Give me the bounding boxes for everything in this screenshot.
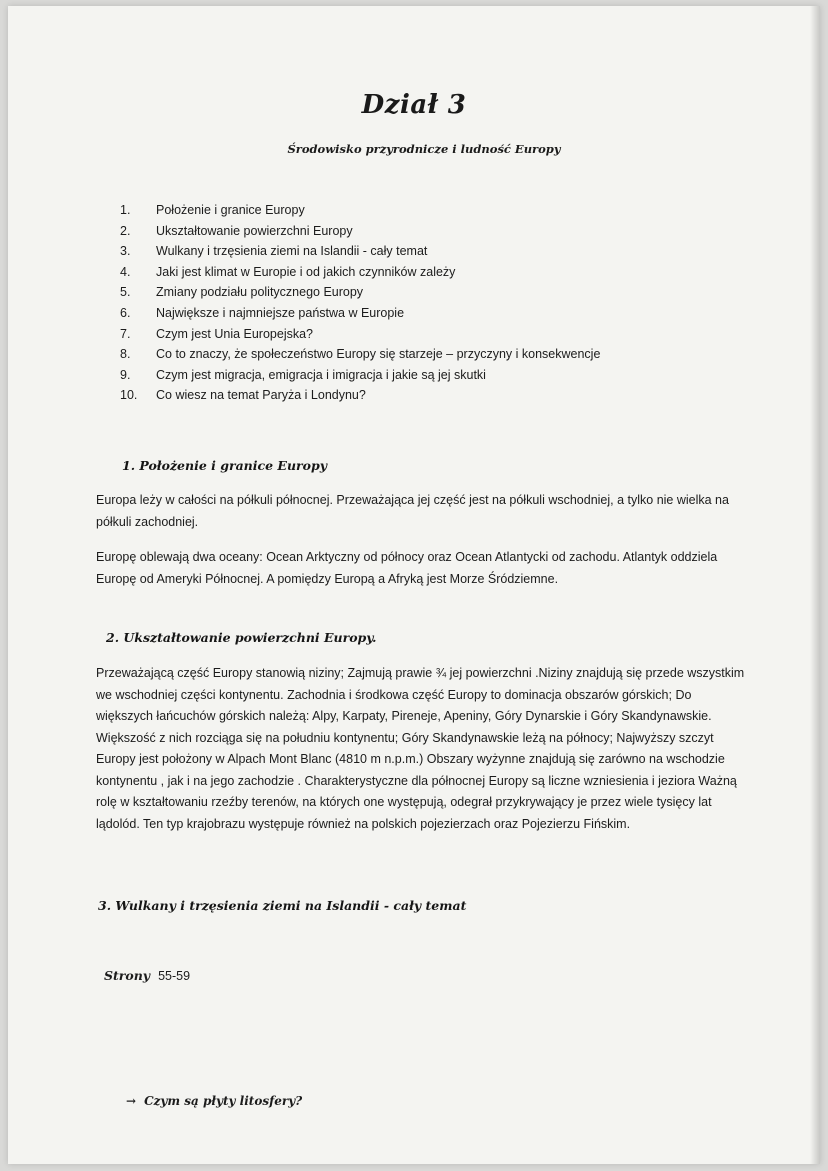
toc-number: 9. [120, 367, 131, 382]
toc-number: 3. [120, 244, 131, 259]
toc-number: 10. [120, 388, 138, 403]
toc-text: Zmiany podziału politycznego Europy [156, 285, 364, 300]
toc-text: Czym jest Unia Europejska? [156, 326, 314, 341]
toc-item [120, 200, 740, 221]
pages-range: 55-59 [158, 969, 191, 983]
page-edge-shadow [810, 6, 820, 1164]
toc-number: 1. [120, 203, 131, 217]
section-heading-1: 1. Położenie i granice Europy [122, 458, 327, 473]
toc-number: 8. [120, 347, 131, 362]
section-heading-3: 3. Wulkany i trzęsienia ziemi na Islandii - cały temat [98, 898, 467, 913]
section-1-paragraph-2: Europę oblewają dwa oceany: Ocean Arktyczny od północy oraz Ocean Atlantycki od zachodu. Atlantyk oddziela Europę od Ameryki Północnej. A pomiędzy Europą a Afryką jest Morze Śródziemne. [96, 550, 718, 586]
page-subtitle: Środowisko przyrodnicze i ludność Europy [287, 142, 561, 156]
toc-text: Jaki jest klimat w Europie i od jakich czynników zależy [156, 264, 456, 279]
toc-item [120, 262, 740, 283]
toc-text: Położenie i granice Europy [156, 203, 305, 217]
table-of-contents [120, 200, 740, 406]
toc-text: Wulkany i trzęsienia ziemi na Islandii - cały temat [156, 244, 428, 259]
toc-text: Czym jest migracja, emigracja i imigracja i jakie są jej skutki [156, 367, 486, 382]
toc-item [120, 221, 740, 242]
arrow-right-icon: → [126, 1094, 137, 1108]
toc-number: 2. [120, 223, 131, 238]
toc-text: Największe i najmniejsze państwa w Europie [156, 305, 405, 320]
document-page [8, 6, 820, 1164]
pages-label: Strony [104, 968, 151, 983]
toc-item [120, 324, 740, 345]
toc-item [120, 241, 740, 262]
toc-item [120, 282, 740, 303]
toc-number: 4. [120, 264, 131, 279]
toc-item [120, 385, 740, 406]
toc-text: Ukształtowanie powierzchni Europy [156, 223, 353, 238]
section-2-paragraph: Przeważającą część Europy stanowią niziny; Zajmują prawie ¾ jej powierzchni .Niziny znajdują się przede wszystkim we wschodniej części kontynentu. Zachodnia i środkowa część Europy to dominacja obszarów górskich; Do większych łańcuchów górskich należą: Alpy, Karpaty, Pireneje, Apeniny, Góry Dynarskie i Góry Skandynawskie. Większość z nich rozciąga się na południu kontynentu; Góry Skandynawskie leżą na północy; Najwyższy szczyt Europy jest położony w Alpach Mont Blanc (4810 m n.p.m.) Obszary wyżynne znajdują się zarówno na wschodzie kontynentu , jak i na jego zachodzie . Charakterystyczne dla północnej Europy są liczne wzniesienia i jeziora Ważną rolę w kształtowaniu rzeźby terenów, na których one występują, odegrał przykrywający je przez wiele tysięcy lat lądolód. Ten typ krajobrazu występuje również na polskich pojezierzach oraz Pojezierzu Fińskim. [96, 666, 745, 831]
section-1-paragraph-1: Europa leży w całości na półkuli północnej. Przeważająca jej część jest na półkuli wschodniej, a tylko nie wielka na półkuli zachodniej. [96, 493, 729, 529]
pages-reference [104, 968, 190, 983]
question-text: Czym są płyty litosfery? [144, 1094, 303, 1108]
toc-number: 6. [120, 305, 131, 320]
toc-item [120, 365, 740, 386]
toc-text: Co wiesz na temat Paryża i Londynu? [156, 388, 366, 403]
toc-number: 5. [120, 285, 131, 300]
page-title: Dział 3 [361, 90, 467, 120]
toc-item [120, 344, 740, 365]
toc-text: Co to znaczy, że społeczeństwo Europy się starzeje – przyczyny i konsekwencje [156, 347, 601, 362]
section-heading-2: 2. Ukształtowanie powierzchni Europy. [106, 630, 377, 645]
toc-item [120, 303, 740, 324]
question-note [126, 1094, 302, 1108]
toc-number: 7. [120, 326, 131, 341]
